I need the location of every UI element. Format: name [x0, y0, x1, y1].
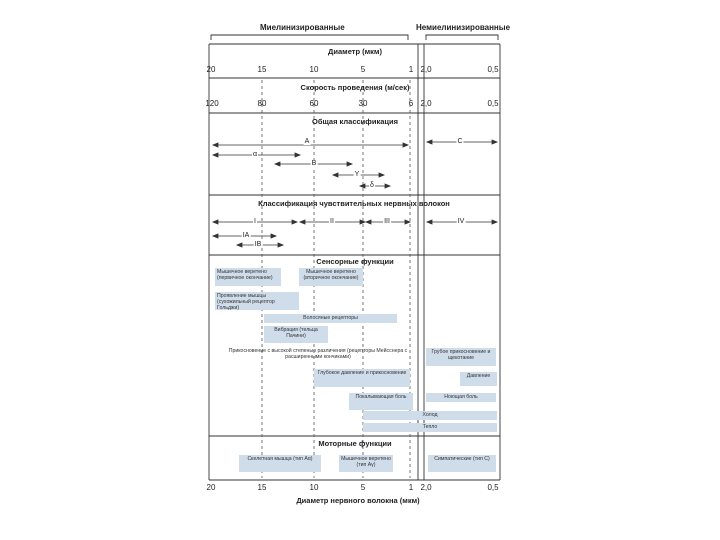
- class-delta-label: δ: [370, 182, 374, 189]
- unmyelinated-bracket: [426, 35, 498, 40]
- myelinated-header: Миелинизированные: [260, 23, 345, 32]
- diameter-tick: 0,5: [487, 65, 499, 74]
- golgi-receptor-box: Проявление мышцы (сухожильный рецептор Гольджи): [215, 292, 299, 310]
- velocity-tick: 80: [257, 99, 267, 108]
- sensory-class-IA-label: IA: [242, 232, 250, 239]
- bottom-tick: 1: [408, 483, 414, 492]
- sensory-func-title: Сенсорные функции: [316, 257, 394, 266]
- myelinated-bracket: [211, 35, 408, 40]
- bottom-tick: 15: [257, 483, 267, 492]
- warmth-box: Тепло: [363, 423, 497, 432]
- diameter-tick: 20: [206, 65, 216, 74]
- class-gamma-label: Y: [354, 171, 360, 178]
- diameter-tick: 2,0: [420, 65, 432, 74]
- muscle-spindle-primary-box: Мышечное веретено (первичное окончание): [215, 268, 281, 286]
- diameter-tick: 15: [257, 65, 267, 74]
- velocity-tick: 6: [408, 99, 414, 108]
- velocity-tick: 120: [205, 99, 219, 108]
- aching-pain-box: Ноющая боль: [426, 393, 496, 402]
- motor-func-title: Моторные функции: [318, 439, 392, 448]
- diameter-tick: 1: [408, 65, 414, 74]
- deep-pressure-box: Глубокое давление и прикосновение: [314, 369, 410, 387]
- skeletal-muscle-box: Скелетная мышца (тип Aα): [239, 455, 321, 472]
- pressure-box: Давление: [460, 372, 497, 386]
- sensory-class-title: Классификация чувствительных нервных волокон: [258, 199, 450, 208]
- velocity-tick: 0,5: [487, 99, 499, 108]
- vibration-box: Вибрация (тельца Пачини): [264, 326, 328, 343]
- class-A-label: A: [304, 138, 310, 145]
- class-C-label: C: [457, 138, 463, 145]
- class-beta-label: B: [311, 160, 317, 167]
- diameter-tick: 10: [309, 65, 319, 74]
- diameter-tick: 5: [360, 65, 366, 74]
- muscle-spindle-motor-box: Мышечное веретено (тип Aγ): [339, 455, 393, 472]
- bottom-tick: 0,5: [487, 483, 499, 492]
- velocity-tick: 60: [309, 99, 319, 108]
- general-class-title: Общая классификация: [312, 117, 398, 126]
- velocity-tick: 30: [358, 99, 368, 108]
- sympathetic-box: Симпатические (тип C): [428, 455, 496, 472]
- bottom-tick: 5: [360, 483, 366, 492]
- sharp-pain-box: Покалывающая боль: [349, 393, 413, 410]
- velocity-tick: 2,0: [420, 99, 432, 108]
- bottom-tick: 2,0: [420, 483, 432, 492]
- muscle-spindle-secondary-box: Мышечное веретено (вторичное окончание): [299, 268, 363, 286]
- class-alpha-label: α: [252, 151, 258, 158]
- sensory-class-IV-label: IV: [457, 218, 465, 225]
- velocity-title: Скорость проведения (м/сек): [300, 83, 410, 92]
- cold-box: Холод: [363, 411, 497, 420]
- bottom-tick: 20: [206, 483, 216, 492]
- sensory-class-II-label: II: [330, 218, 334, 225]
- bottom-axis-title: Диаметр нервного волокна (мкм): [296, 496, 420, 505]
- unmyelinated-header: Немиелинизированные: [416, 23, 511, 32]
- sensory-class-I-label: I: [254, 218, 256, 225]
- sensory-class-IB-label: IB: [254, 241, 262, 248]
- bottom-tick: 10: [309, 483, 319, 492]
- crude-touch-box: Грубое прикосновение и щекотание: [426, 348, 496, 366]
- diameter-title: Диаметр (мкм): [328, 47, 382, 56]
- sensory-class-III-label: III: [384, 218, 390, 225]
- hair-receptors-box: Волосяные рецепторы: [264, 314, 397, 323]
- fine-touch-text: Прикосновение с высокой степенью различения (рецепторы Мейсснера с расширенными кончиками): [228, 348, 408, 360]
